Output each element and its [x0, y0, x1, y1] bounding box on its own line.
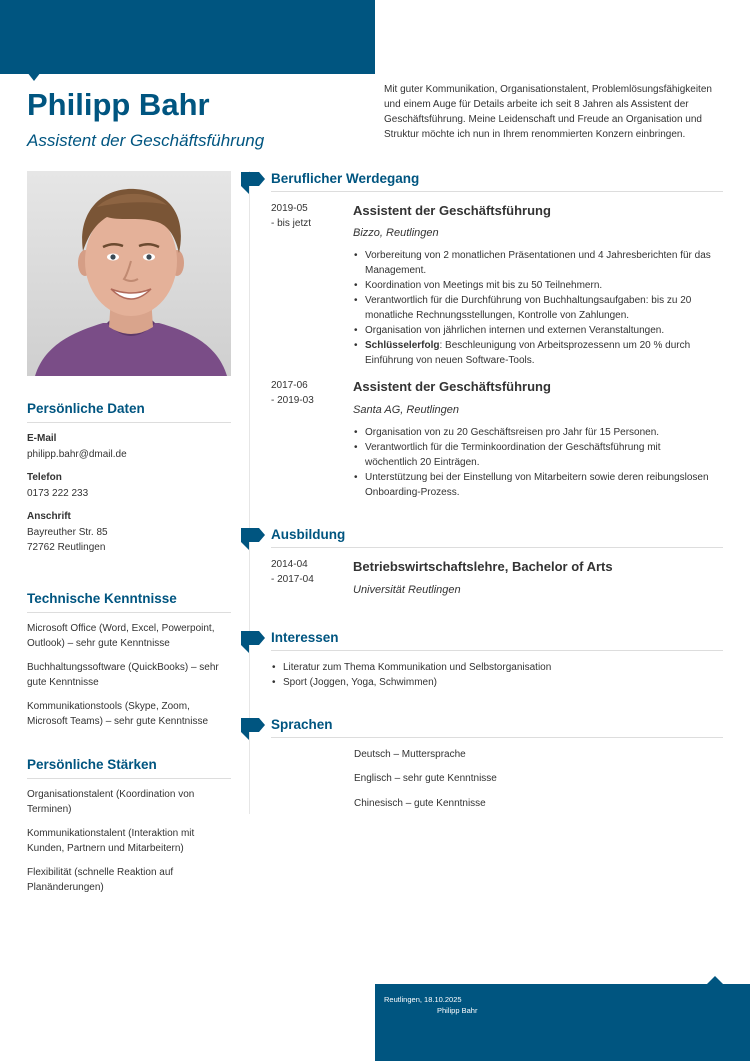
skill-item: Kommunikationstools (Skype, Zoom, Microsoft Teams) – sehr gute Kenntnisse: [27, 701, 209, 727]
job-date-to: - 2019-03: [271, 395, 314, 406]
phone-value[interactable]: 0173 222 233: [27, 488, 89, 499]
job-duty-item: • Vorbereitung von 2 monatlichen Präsentationen und 4 Jahresberichten für das Management.: [353, 248, 713, 278]
job-duties-list: [353, 248, 713, 368]
job-duty-item: • Organisation von zu 20 Geschäftsreisen pro Jahr für 15 Personen.: [353, 425, 713, 440]
interest-item: • Sport (Joggen, Yoga, Schwimmen): [271, 675, 711, 690]
key-success-label: Schlüsselerfolg: [365, 340, 440, 351]
signature-footer: [375, 984, 750, 1061]
language-item: Chinesisch – gute Kenntnisse: [354, 798, 486, 809]
job-date-from: 2019-05: [271, 203, 308, 214]
job-company: Bizzo, Reutlingen: [353, 227, 439, 239]
header-notch: [27, 72, 41, 81]
job-duty-item: • Verantwortlich für die Durchführung von Buchhaltungsaufgaben: bis zu 20 monatliche Rechnungsstellungen, Kontrolle von Zahlungen.: [353, 293, 713, 323]
address-street: Bayreuther Str. 85: [27, 527, 108, 538]
address-label: Anschrift: [27, 511, 71, 522]
education-date-to: - 2017-04: [271, 574, 314, 585]
education-heading: Ausbildung: [271, 527, 723, 548]
strength-item: Flexibilität (schnelle Reaktion auf Planänderungen): [27, 867, 174, 893]
address-city: 72762 Reutlingen: [27, 542, 106, 553]
language-item: Englisch – sehr gute Kenntnisse: [354, 773, 497, 784]
job-date-from: 2017-06: [271, 380, 308, 391]
strengths-heading: Persönliche Stärken: [27, 757, 231, 779]
header-color-bar: [0, 0, 375, 74]
signature-name: Philipp Bahr: [437, 1006, 478, 1015]
interests-heading: Interessen: [271, 630, 723, 651]
job-duty-item: • Unterstützung bei der Einstellung von Mitarbeitern sowie deren reibungslosen Onboarding-Prozess.: [353, 470, 713, 500]
job-title: Assistent der Geschäftsführung: [353, 379, 551, 394]
job-key-success-item: [353, 338, 713, 368]
education-date-from: 2014-04: [271, 559, 308, 570]
phone-label: Telefon: [27, 472, 62, 483]
strength-item: Kommunikationstalent (Interaktion mit Kunden, Partnern und Mitarbeitern): [27, 828, 195, 854]
job-duty-item: • Organisation von jährlichen internen und externen Veranstaltungen.: [353, 323, 713, 338]
personal-data-heading: Persönliche Daten: [27, 401, 231, 423]
key-success-text: : Beschleunigung von Arbeitsprozessenn um 20 % durch Einführung von neuen Software-Tools.: [365, 340, 691, 366]
job-duty-item: • Koordination von Meetings mit bis zu 50 Teilnehmern.: [353, 278, 713, 293]
job-duties-list: [353, 425, 713, 500]
education-school: Universität Reutlingen: [353, 584, 461, 596]
interest-item: • Literatur zum Thema Kommunikation und Selbstorganisation: [271, 660, 711, 675]
section-flag-icon: [241, 631, 265, 653]
language-item: Deutsch – Muttersprache: [354, 749, 466, 760]
skill-item: Buchhaltungssoftware (QuickBooks) – sehr gute Kenntnisse: [27, 662, 219, 688]
candidate-title: Assistent der Geschäftsführung: [27, 131, 265, 150]
skill-item: Microsoft Office (Word, Excel, Powerpoint, Outlook) – sehr gute Kenntnisse: [27, 623, 215, 649]
education-degree: Betriebswirtschaftslehre, Bachelor of Arts: [353, 559, 613, 574]
email-value[interactable]: philipp.bahr@dmail.de: [27, 449, 127, 460]
interests-list: [271, 660, 711, 690]
section-flag-icon: [241, 528, 265, 550]
languages-heading: Sprachen: [271, 717, 723, 738]
experience-heading: Beruflicher Werdegang: [271, 171, 723, 192]
job-company: Santa AG, Reutlingen: [353, 404, 459, 416]
email-label: E-Mail: [27, 433, 57, 444]
profile-summary: Mit guter Kommunikation, Organisationstalent, Problemlösungsfähigkeiten und einem Auge für Details arbeite ich seit 8 Jahren als Assistent der Geschäftsführung. Meine Leidenschaft und Freude an Organisation und Struktur möchte ich nun in Ihrem renommierten Konzern einbringen.: [384, 84, 712, 140]
technical-skills-heading: Technische Kenntnisse: [27, 591, 231, 613]
place-date: Reutlingen, 18.10.2025: [384, 995, 462, 1004]
person-portrait-icon: [27, 171, 231, 376]
footer-notch: [707, 976, 723, 984]
job-title: Assistent der Geschäftsführung: [353, 203, 551, 218]
candidate-name: Philipp Bahr: [27, 87, 210, 122]
strength-item: Organisationstalent (Koordination von Terminen): [27, 789, 195, 815]
section-flag-icon: [241, 172, 265, 194]
job-duty-item: • Verantwortlich für die Terminkoordination der Geschäftsführung mit wöchentlich 20 Einträgen.: [353, 440, 713, 470]
job-date-to: - bis jetzt: [271, 218, 312, 229]
profile-photo: [27, 171, 231, 376]
section-flag-icon: [241, 718, 265, 740]
